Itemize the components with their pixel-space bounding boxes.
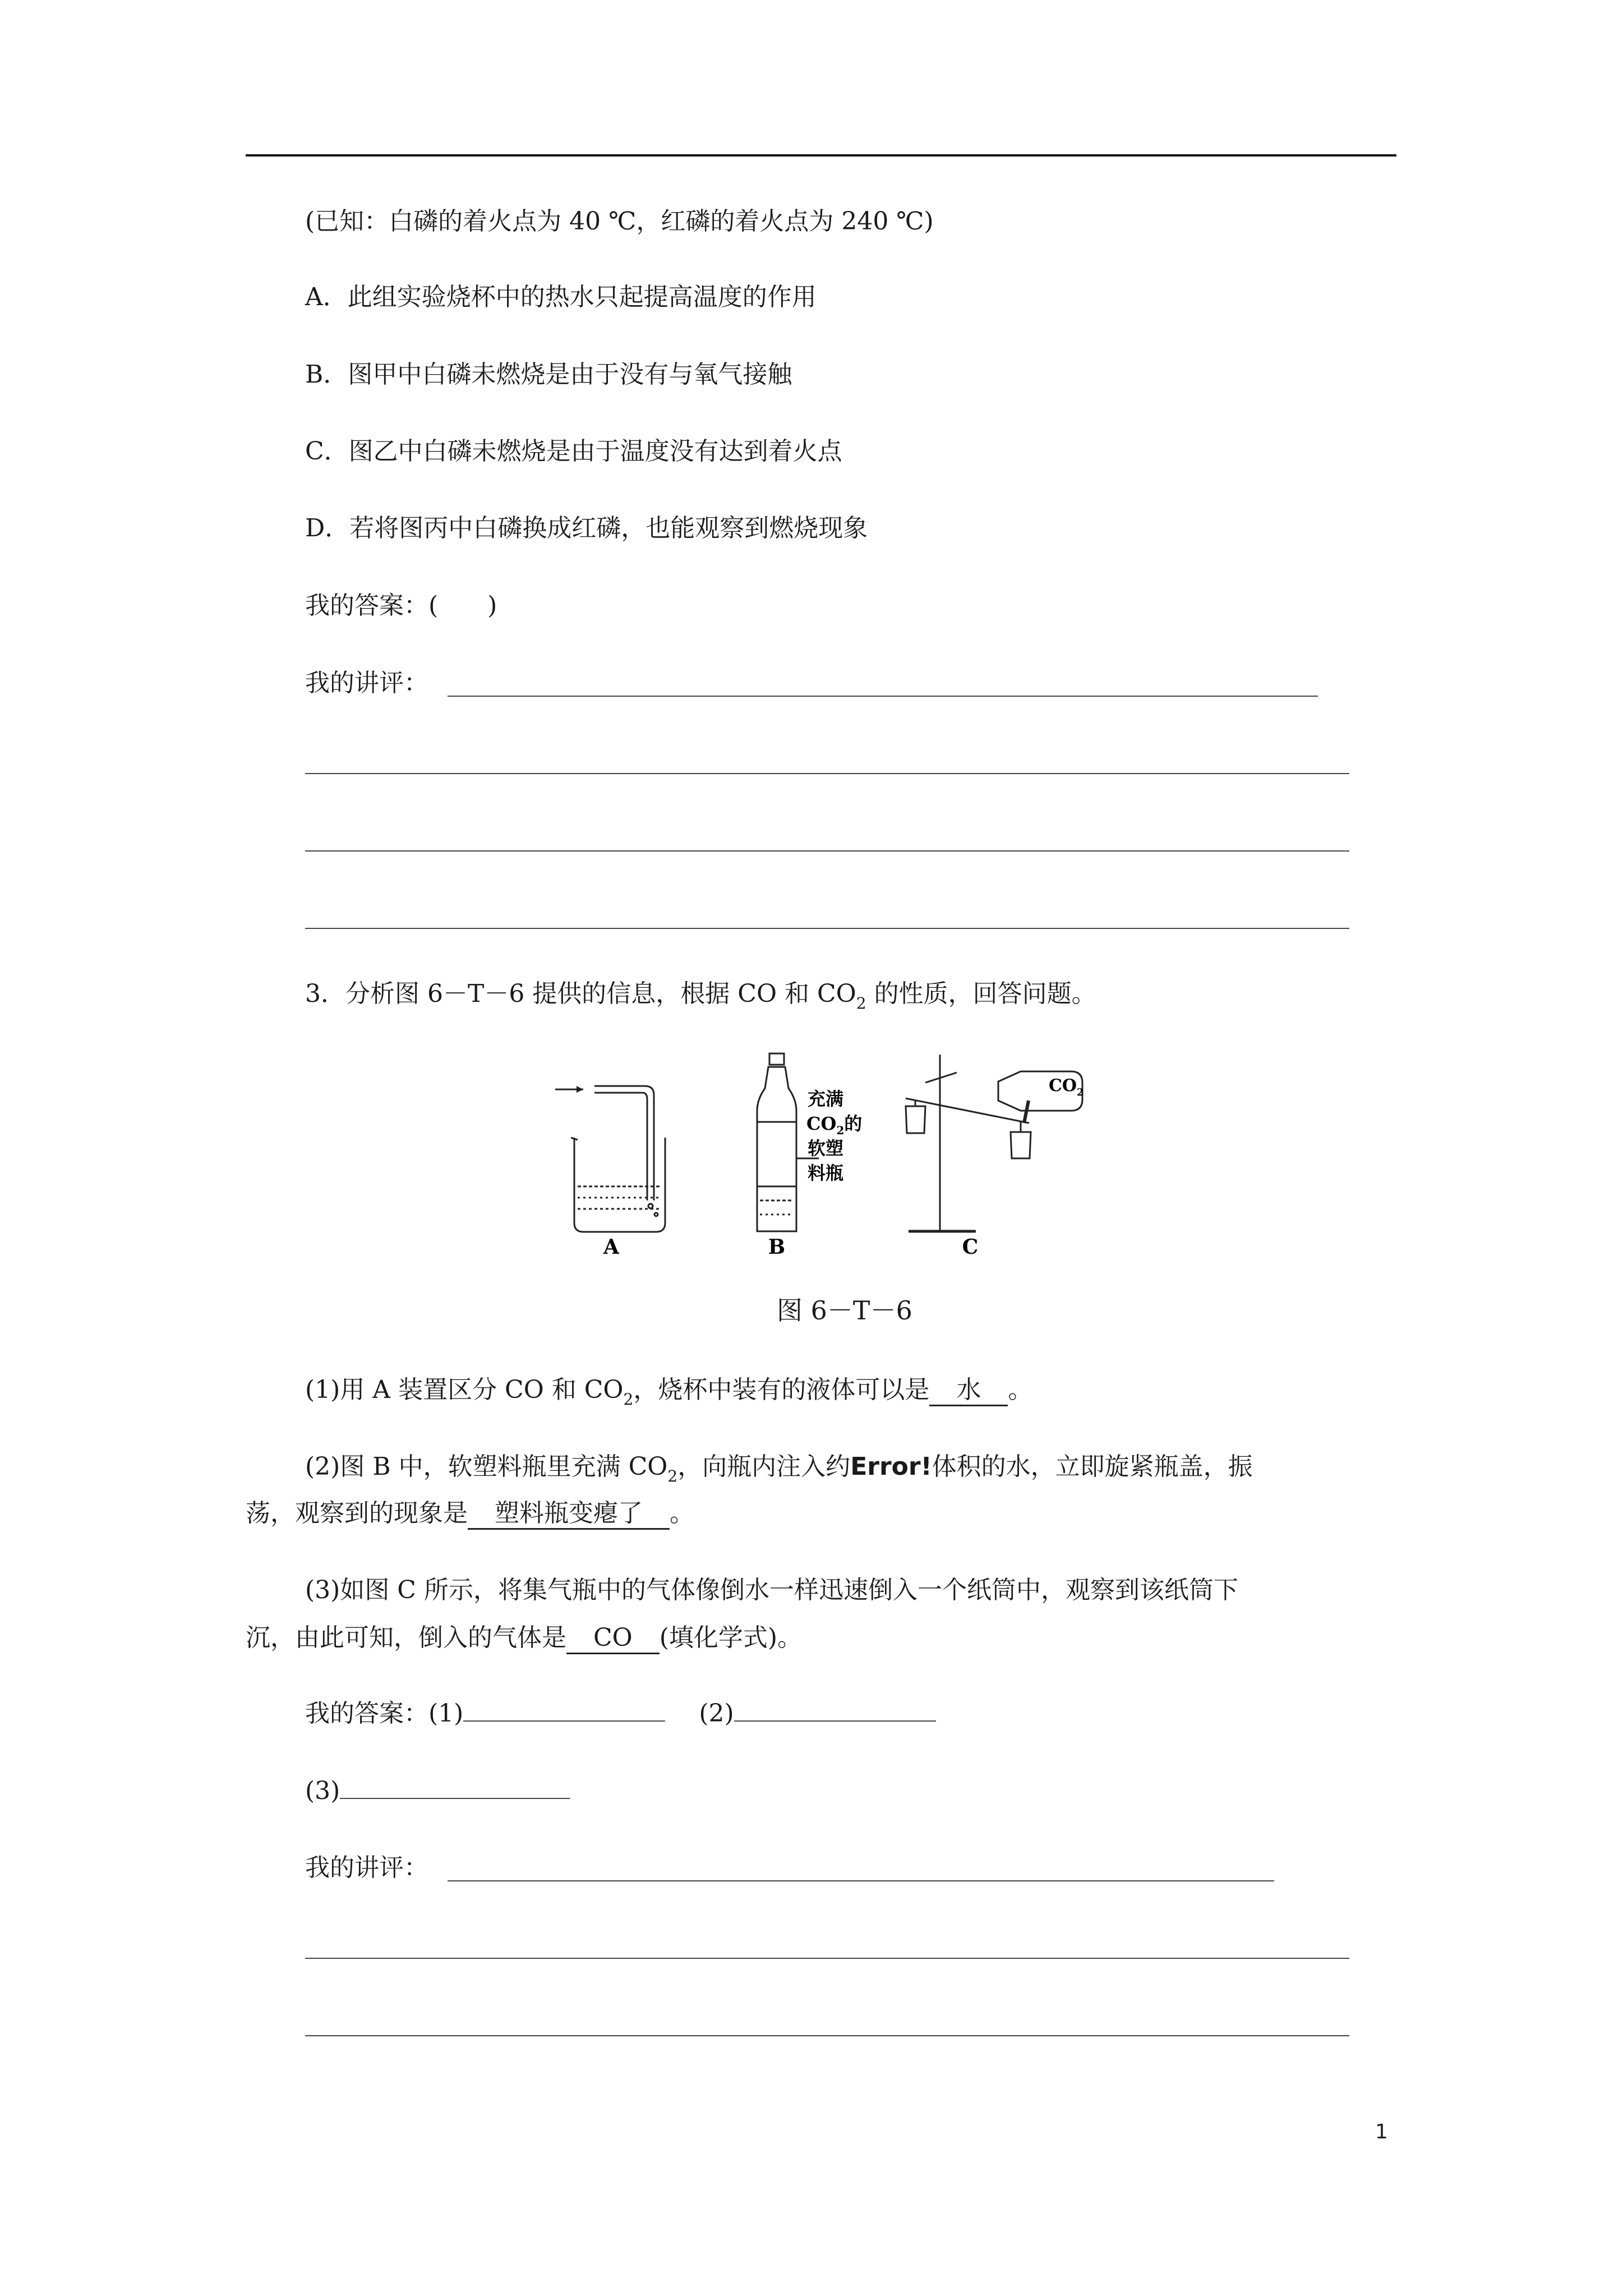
label-b: B [768,1235,786,1259]
option-c: C．图乙中白磷未燃烧是由于温度没有达到着火点 [305,437,842,466]
fill-answer-1: 水 [929,1375,1008,1406]
my-answer-q2: 我的答案：( ) [305,591,497,620]
my-comment-label-q3: 我的讲评： [305,1853,428,1882]
svg-text:CO2的: $CO_2$的 [806,1113,863,1137]
label-a: A [603,1235,619,1259]
answer-blank-2[interactable] [734,1698,936,1722]
svg-text:充满: 充满 [808,1088,844,1110]
error-field: Error! [850,1452,932,1481]
my-answer-q3: 我的答案：(1) (2) [305,1697,936,1731]
comment-line[interactable] [305,850,1349,852]
q3-part2-line1: (2)图 B 中，软塑料瓶里充满 $CO_2$，向瓶内注入约Error!体积的水，立即旋紧瓶盖，振 [305,1452,1253,1485]
comment-line[interactable] [448,696,1318,697]
comment-line[interactable] [305,2035,1349,2036]
fill-answer-2: 塑料瓶变瘪了 [468,1499,670,1530]
svg-text:软塑: 软塑 [808,1138,844,1159]
svg-text:料瓶: 料瓶 [808,1162,844,1184]
page-number: 1 [1375,2120,1388,2143]
option-d: D．若将图丙中白磷换成红磷，也能观察到燃烧现象 [305,514,868,542]
apparatus-a [555,1086,665,1232]
given-note: (已知：白磷的着火点为 40 ℃，红磷的着火点为 240 ℃) [305,207,934,236]
figure-caption: 图 6－T－6 [777,1295,912,1326]
fill-answer-3: CO [566,1623,660,1654]
bottle-label [806,1088,862,1184]
my-answer-q3-3: (3) [305,1774,570,1808]
cylinder-label: $CO_2$ [1049,1076,1084,1098]
q3-part3-line1: (3)如图 C 所示，将集气瓶中的气体像倒水一样迅速倒入一个纸筒中，观察到该纸筒下 [305,1576,1238,1604]
q3-part2-line2: 荡，观察到的现象是 塑料瓶变瘪了 。 [246,1497,694,1530]
option-a: A．此组实验烧杯中的热水只起提高温度的作用 [305,283,817,311]
comment-line[interactable] [305,773,1349,774]
q3-part1: (1)用 A 装置区分 CO 和 $CO_2$，烧杯中装有的液体可以是 水 。 [305,1375,1033,1409]
q3-stem: 3．分析图 6－T－6 提供的信息，根据 CO 和 $CO_2$ 的性质，回答问题。 [305,979,1096,1013]
comment-line[interactable] [305,1958,1349,1959]
header-rule [246,154,1396,157]
q3-part3-line2: 沉，由此可知，倒入的气体是 CO (填化学式)。 [246,1621,802,1655]
figure-6-t-6 [538,1038,1088,1262]
answer-blank-3[interactable] [340,1775,570,1799]
my-comment-label-q2 [305,666,428,700]
option-b: B．图甲中白磷未燃烧是由于没有与氧气接触 [305,360,792,389]
comment-line[interactable] [448,1880,1274,1881]
answer-blank-1[interactable] [463,1698,665,1722]
comment-line[interactable] [305,928,1349,929]
comment-label: 我的讲评： [305,669,428,697]
label-c: C [962,1235,979,1259]
